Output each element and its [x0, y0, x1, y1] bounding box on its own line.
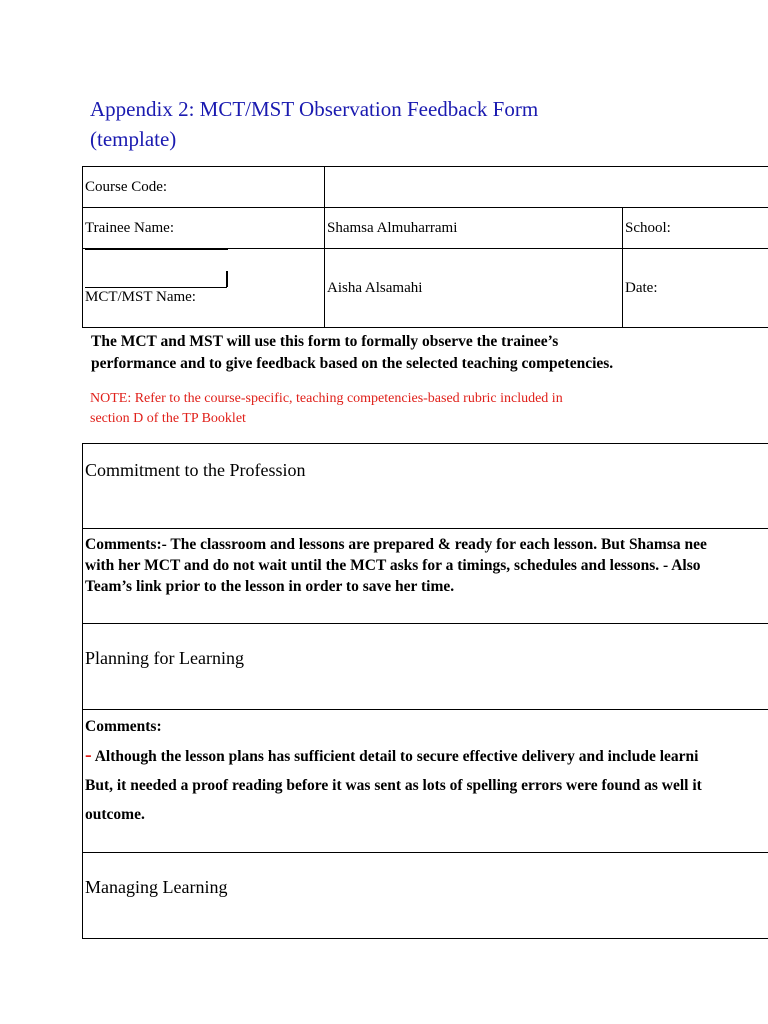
section-title-planning: Planning for Learning	[83, 624, 768, 710]
note-line-1: NOTE: Refer to the course-specific, teaching competencies-based rubric included in	[90, 391, 563, 406]
school-label: School:	[623, 208, 768, 249]
form-heading	[90, 94, 650, 154]
section-comment-row	[83, 529, 768, 624]
comment-line: Team’s link prior to the lesson in order to save her time.	[85, 578, 455, 595]
mct-mst-name-cell	[83, 249, 325, 328]
comment-commitment[interactable]	[83, 529, 768, 624]
underline-2	[85, 287, 227, 288]
heading-line-1: Appendix 2: MCT/MST Observation Feedback Form	[90, 97, 539, 121]
comment-line: But, it needed a proof reading before it was sent as lots of spelling errors were found as well it	[85, 777, 702, 794]
comment-line: outcome.	[85, 806, 145, 823]
comment-line-text: Although the lesson plans has sufficient detail to secure effective delivery and include learni	[94, 748, 699, 765]
underline-1	[85, 249, 228, 250]
section-comment-row	[83, 710, 768, 853]
section-title-managing: Managing Learning	[83, 853, 768, 939]
heading-line-2: (template)	[90, 127, 177, 151]
mct-mst-row	[83, 249, 768, 328]
dash-bullet: -	[85, 744, 92, 766]
trainee-name-row	[83, 208, 768, 249]
course-code-value[interactable]	[325, 167, 768, 208]
underline-tick	[226, 271, 228, 287]
course-code-label: Course Code:	[83, 167, 325, 208]
note-line-2: section D of the TP Booklet	[90, 411, 246, 426]
comment-line	[85, 741, 768, 771]
comment-line: with her MCT and do not wait until the MCT asks for a timings, schedules and lessons. - Also	[85, 557, 701, 574]
section-title-row	[83, 853, 768, 939]
comment-planning[interactable]	[83, 710, 768, 853]
section-title-row	[83, 444, 768, 529]
note-text	[90, 389, 690, 429]
info-table	[82, 166, 768, 328]
comment-line: Comments:- The classroom and lessons are prepared & ready for each lesson. But Shamsa nee	[85, 536, 707, 553]
section-title-commitment: Commitment to the Profession	[83, 444, 768, 529]
intro-line-2: performance and to give feedback based on the selected teaching competencies.	[91, 355, 614, 372]
course-code-row	[83, 167, 768, 208]
trainee-name-label: Trainee Name:	[83, 208, 325, 249]
section-title-row	[83, 624, 768, 710]
comment-label: Comments:	[85, 718, 162, 735]
intro-line-1: The MCT and MST will use this form to formally observe the trainee’s	[91, 333, 559, 350]
intro-text	[91, 331, 731, 375]
date-label: Date:	[623, 249, 768, 328]
mct-mst-name-value[interactable]: Aisha Alsamahi	[325, 249, 623, 328]
mct-mst-name-label: MCT/MST Name:	[85, 289, 196, 305]
competencies-table	[82, 443, 768, 939]
trainee-name-value[interactable]: Shamsa Almuharrami	[325, 208, 623, 249]
